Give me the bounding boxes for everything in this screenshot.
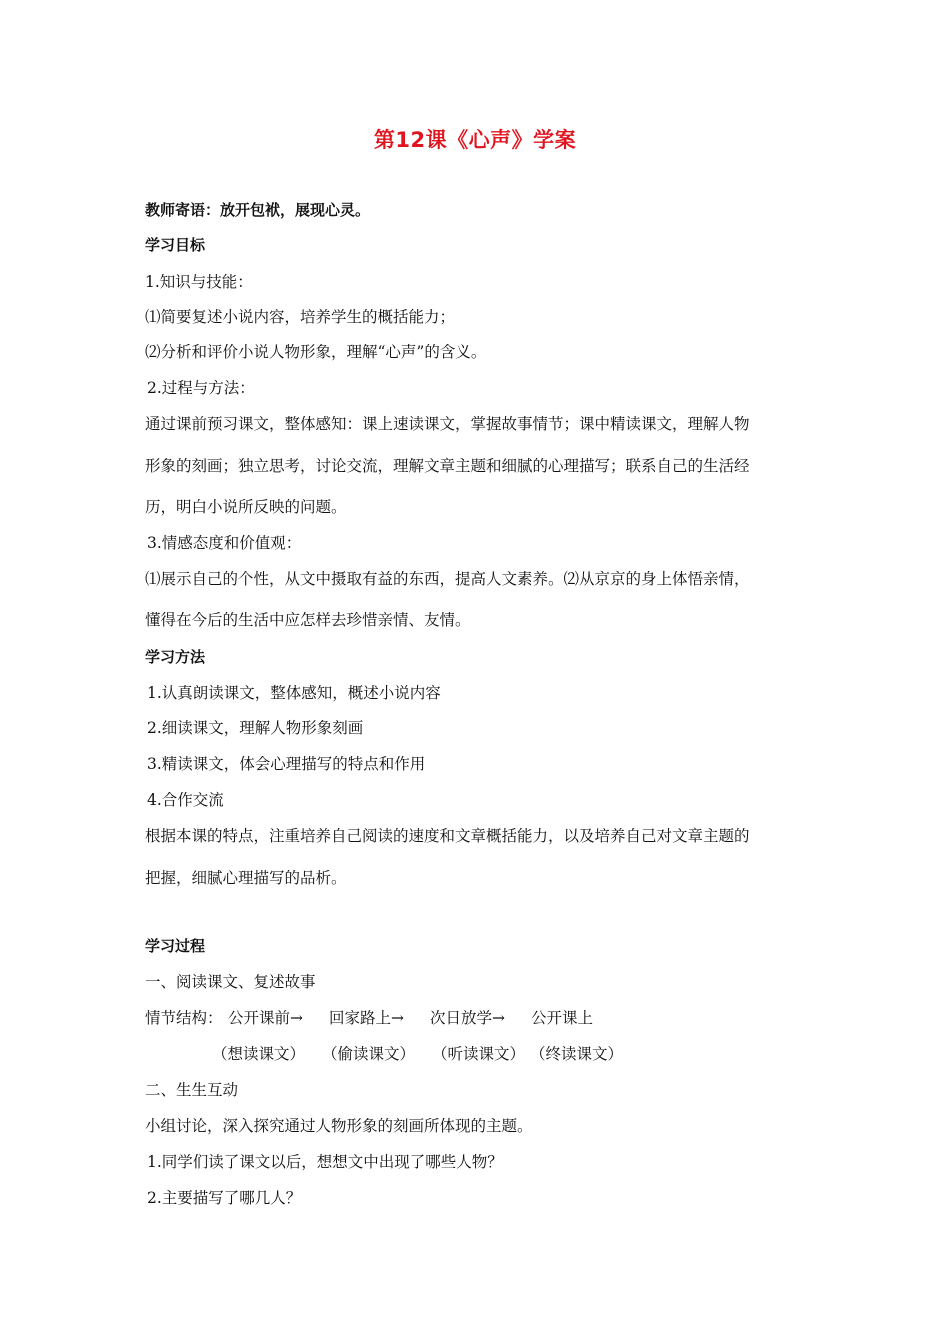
- plot-label: 情节结构：: [145, 1009, 223, 1027]
- plot-note: （偷读课文）: [322, 1045, 416, 1063]
- part-one-heading: 一、阅读课文、复述故事: [145, 973, 316, 991]
- process-text-line-3: 历，明白小说所反映的问题。: [145, 498, 347, 516]
- emotion-text-line-2: 懂得在今后的生活中应怎样去珍惜亲情、友情。: [145, 611, 471, 629]
- process-heading: 2.过程与方法：: [147, 379, 255, 397]
- methods-heading: 学习方法: [145, 648, 206, 666]
- plot-step: 公开课上: [531, 1009, 594, 1027]
- process-text-line-2: 形象的刻画；独立思考，讨论交流，理解文章主题和细腻的心理描写；联系自己的生活经: [145, 457, 750, 475]
- page-title: 第12课《心声》学案: [373, 128, 577, 152]
- methods-summary-line-1: 根据本课的特点，注重培养自己阅读的速度和文章概括能力，以及培养自己对文章主题的: [145, 827, 750, 845]
- emotion-heading: 3.情感态度和价值观：: [147, 534, 302, 552]
- knowledge-item-2: ⑵分析和评价小说人物形象，理解“心声”的含义。: [145, 343, 487, 361]
- part-two-heading: 二、生生互动: [145, 1081, 239, 1099]
- plot-note: （听读课文）: [432, 1045, 526, 1063]
- plot-step: 公开课前→: [228, 1009, 303, 1027]
- teacher-message: 教师寄语：放开包袱，展现心灵。: [145, 201, 371, 219]
- methods-summary-line-2: 把握，细腻心理描写的品析。: [145, 869, 347, 887]
- process-section-heading: 学习过程: [145, 937, 206, 955]
- process-text-line-1: 通过课前预习课文，整体感知：课上速读课文，掌握故事情节；课中精读课文，理解人物: [145, 415, 750, 433]
- plot-note: （想读课文）: [212, 1045, 306, 1063]
- plot-step: 回家路上→: [329, 1009, 404, 1027]
- method-item-2: 2.细读课文，理解人物形象刻画: [147, 719, 364, 737]
- method-item-4: 4.合作交流: [147, 791, 224, 809]
- method-item-3: 3.精读课文，体会心理描写的特点和作用: [147, 755, 426, 773]
- method-item-1: 1.认真朗读课文，整体感知，概述小说内容: [147, 684, 441, 702]
- question-1: 1.同学们读了课文以后，想想文中出现了哪些人物？: [147, 1153, 503, 1171]
- emotion-text-line-1: ⑴展示自己的个性，从文中摄取有益的东西，提高人文素养。⑵从京京的身上体悟亲情，: [145, 570, 750, 588]
- plot-note: （终读课文）: [530, 1045, 624, 1063]
- plot-step: 次日放学→: [430, 1009, 505, 1027]
- knowledge-item-1: ⑴简要复述小说内容，培养学生的概括能力；: [145, 308, 456, 326]
- discussion-text: 小组讨论，深入探究通过人物形象的刻画所体现的主题。: [145, 1117, 533, 1135]
- question-2: 2.主要描写了哪几人？: [147, 1189, 302, 1207]
- knowledge-heading: 1.知识与技能：: [145, 273, 253, 291]
- goals-heading: 学习目标: [145, 236, 206, 254]
